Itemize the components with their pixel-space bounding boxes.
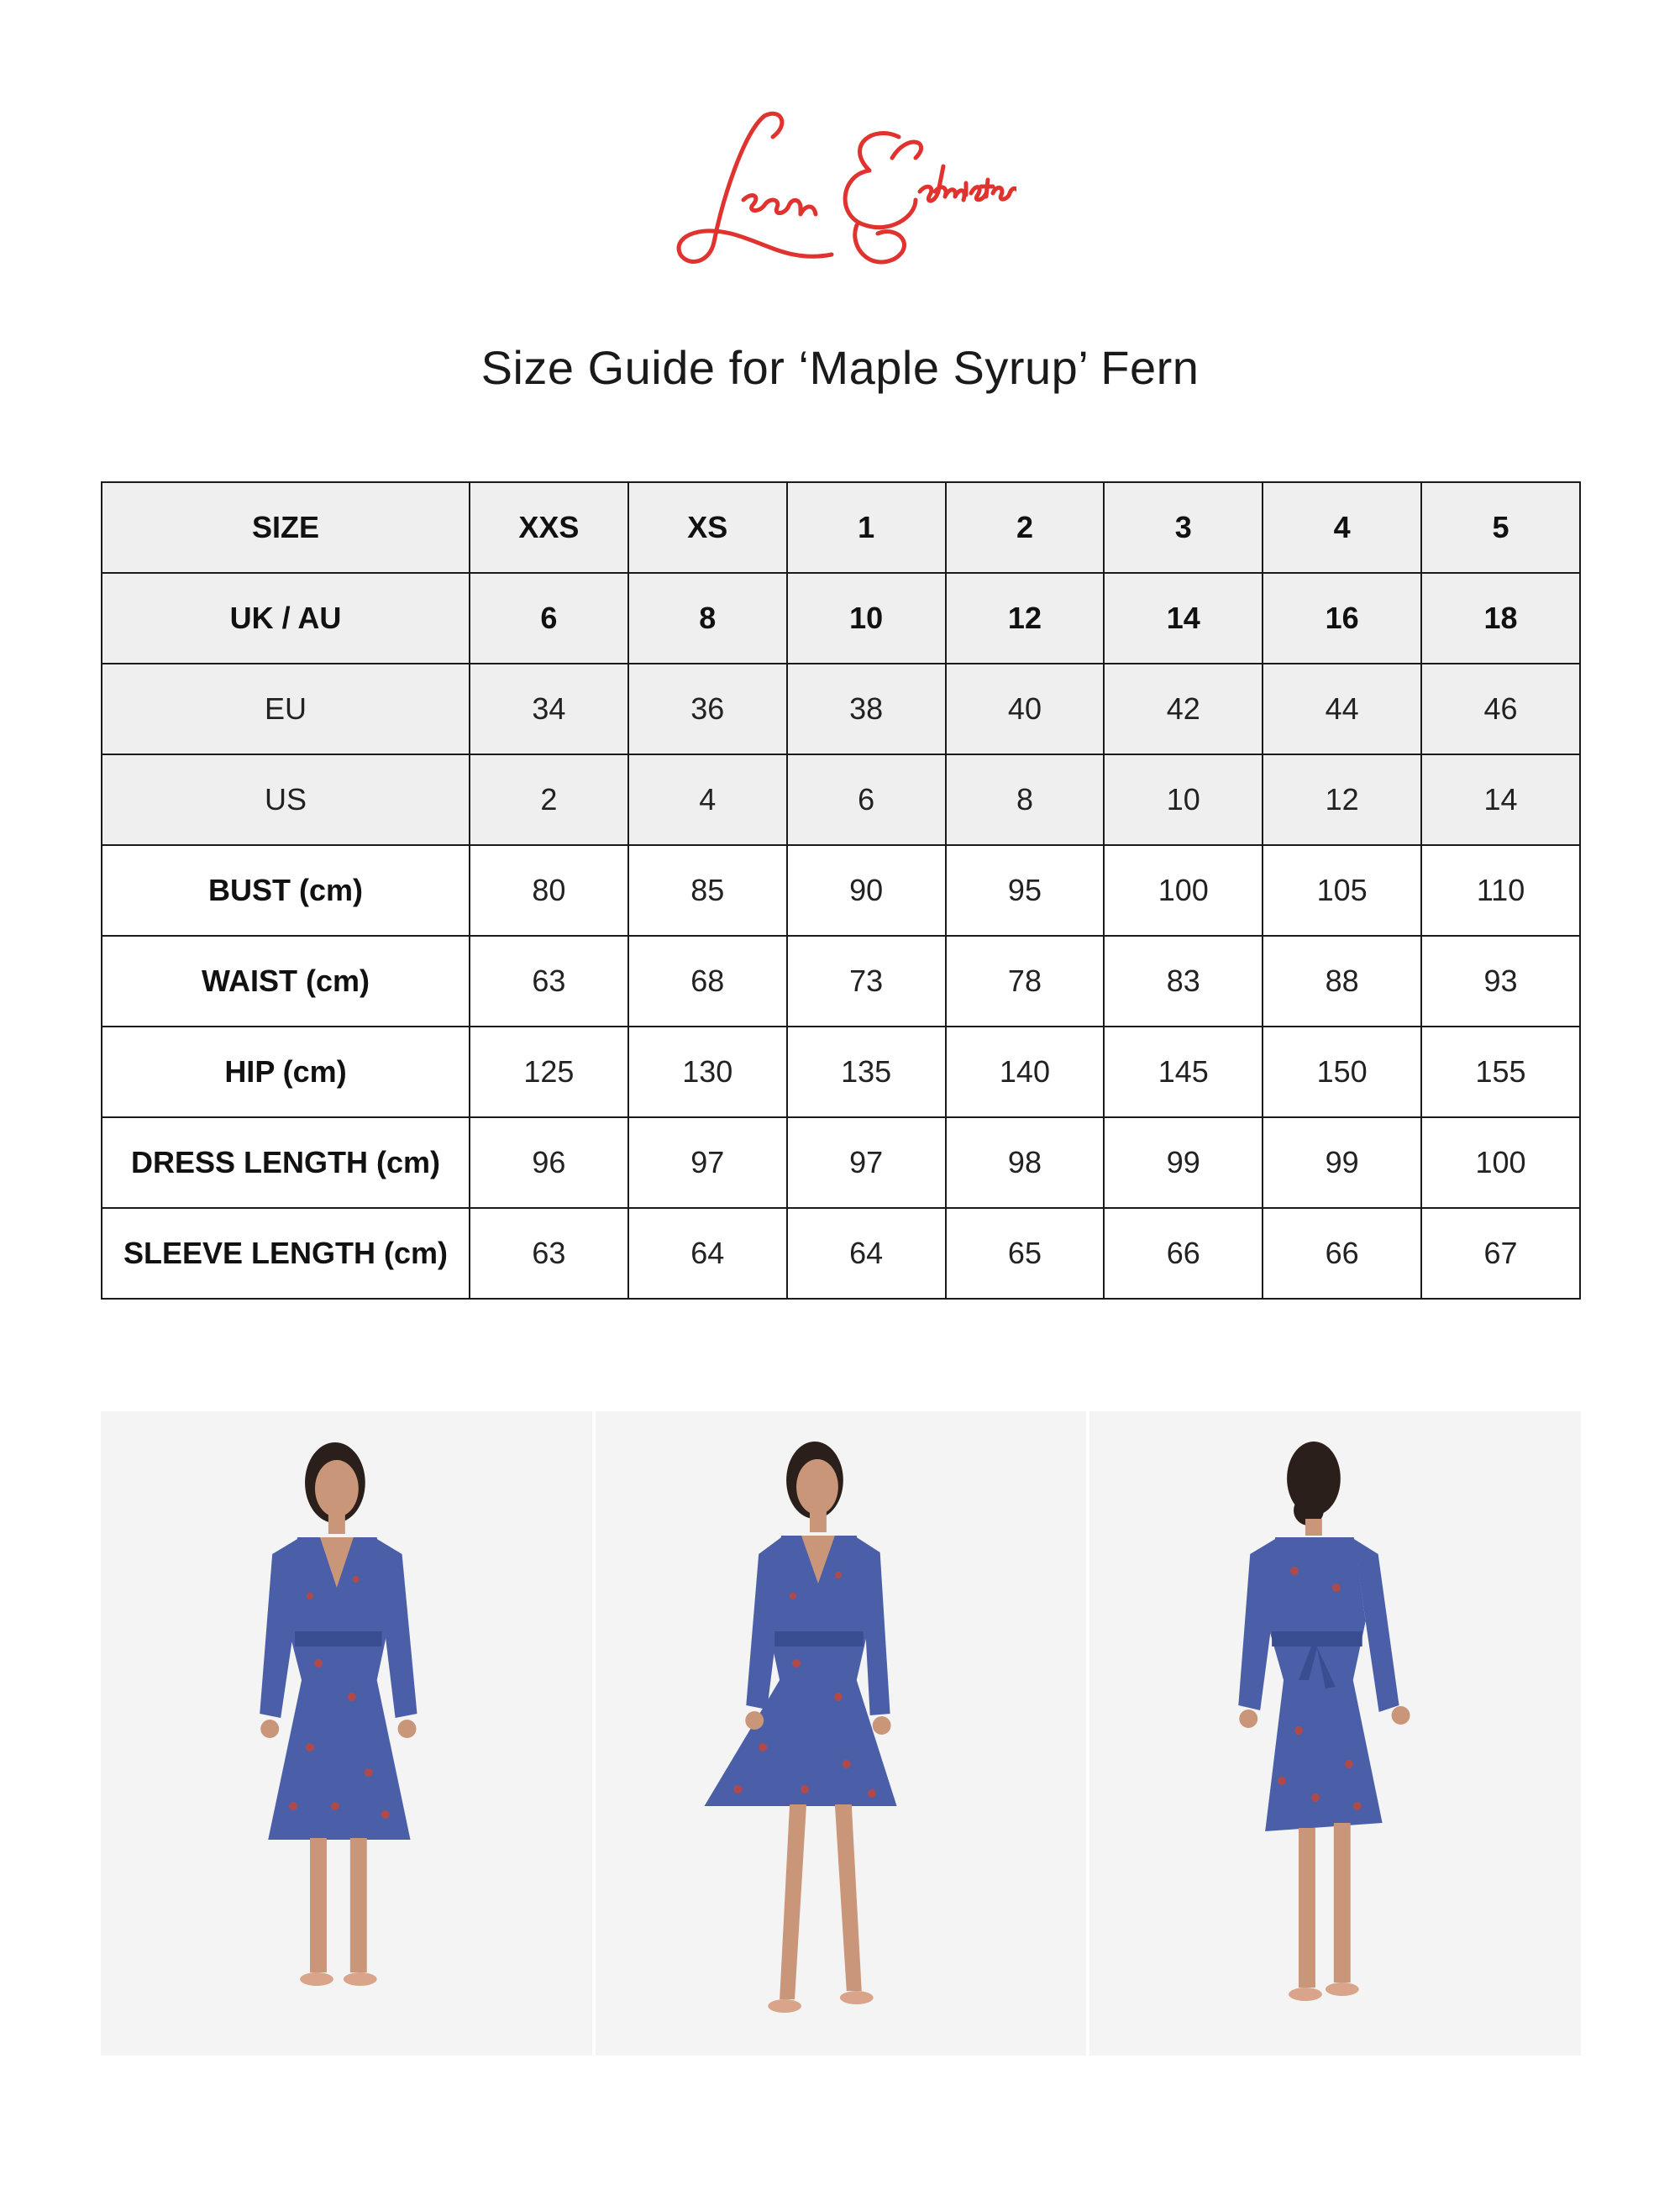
table-cell: 10 (787, 573, 946, 664)
table-cell: 99 (1263, 1117, 1421, 1208)
table-cell: 80 (470, 845, 628, 936)
table-cell: 85 (628, 845, 787, 936)
table-cell: 6 (787, 754, 946, 845)
table-row-waist (102, 936, 1580, 1027)
table-header-row (102, 482, 1580, 573)
table-cell: 96 (470, 1117, 628, 1208)
table-cell: 4 (628, 754, 787, 845)
table-cell: 97 (787, 1117, 946, 1208)
table-cell: 12 (1263, 754, 1421, 845)
product-photo-front (101, 1411, 592, 2056)
row-label: DRESS LENGTH (cm) (102, 1117, 470, 1208)
table-cell: 12 (946, 573, 1105, 664)
table-cell: 98 (946, 1117, 1105, 1208)
header-cell: 1 (787, 482, 946, 573)
table-cell: 64 (787, 1208, 946, 1299)
table-cell: 16 (1263, 573, 1421, 664)
model-front-figure (101, 1411, 592, 2056)
table-cell: 83 (1104, 936, 1263, 1027)
table-cell: 88 (1263, 936, 1421, 1027)
table-cell: 38 (787, 664, 946, 754)
header-cell: 3 (1104, 482, 1263, 573)
table-row-hip (102, 1027, 1580, 1117)
table-cell: 100 (1104, 845, 1263, 936)
table-cell: 44 (1263, 664, 1421, 754)
size-guide-table (101, 481, 1581, 1300)
table-row-uk-au (102, 573, 1580, 664)
row-label: SLEEVE LENGTH (cm) (102, 1208, 470, 1299)
table-cell: 90 (787, 845, 946, 936)
table-cell: 125 (470, 1027, 628, 1117)
table-cell: 10 (1104, 754, 1263, 845)
row-label: HIP (cm) (102, 1027, 470, 1117)
table-cell: 95 (946, 845, 1105, 936)
header-cell: XXS (470, 482, 628, 573)
table-cell: 78 (946, 936, 1105, 1027)
table-cell: 14 (1421, 754, 1580, 845)
table-cell: 67 (1421, 1208, 1580, 1299)
row-label: WAIST (cm) (102, 936, 470, 1027)
page-title: Size Guide for ‘Maple Syrup’ Fern (480, 341, 1200, 394)
table-cell: 155 (1421, 1027, 1580, 1117)
table-cell: 105 (1263, 845, 1421, 936)
row-label: UK / AU (102, 573, 470, 664)
table-cell: 100 (1421, 1117, 1580, 1208)
table-cell: 93 (1421, 936, 1580, 1027)
table-cell: 110 (1421, 845, 1580, 936)
product-photo-strip (101, 1411, 1581, 2056)
table-row-eu (102, 664, 1580, 754)
table-cell: 150 (1263, 1027, 1421, 1117)
table-cell: 63 (470, 1208, 628, 1299)
table-cell: 66 (1263, 1208, 1421, 1299)
header-cell: 5 (1421, 482, 1580, 573)
table-cell: 42 (1104, 664, 1263, 754)
table-cell: 40 (946, 664, 1105, 754)
table-cell: 18 (1421, 573, 1580, 664)
table-cell: 66 (1104, 1208, 1263, 1299)
table-row-sleeve-length (102, 1208, 1580, 1299)
table-cell: 99 (1104, 1117, 1263, 1208)
model-back-figure (1089, 1411, 1581, 2056)
table-cell: 8 (946, 754, 1105, 845)
table-cell: 14 (1104, 573, 1263, 664)
table-cell: 145 (1104, 1027, 1263, 1117)
table-cell: 8 (628, 573, 787, 664)
brand-logo (664, 99, 1016, 280)
header-cell: XS (628, 482, 787, 573)
table-cell: 64 (628, 1208, 787, 1299)
table-row-us (102, 754, 1580, 845)
header-cell: 4 (1263, 482, 1421, 573)
table-cell: 36 (628, 664, 787, 754)
brand-logo-script (664, 99, 1016, 280)
table-cell: 140 (946, 1027, 1105, 1117)
model-three-quarter-figure (596, 1411, 1087, 2056)
table-cell: 73 (787, 936, 946, 1027)
table-cell: 2 (470, 754, 628, 845)
table-cell: 135 (787, 1027, 946, 1117)
table-cell: 34 (470, 664, 628, 754)
header-cell: 2 (946, 482, 1105, 573)
table-cell: 63 (470, 936, 628, 1027)
row-label: EU (102, 664, 470, 754)
product-photo-three-quarter (592, 1411, 1087, 2056)
table-row-bust (102, 845, 1580, 936)
header-cell: SIZE (102, 482, 470, 573)
table-cell: 68 (628, 936, 787, 1027)
table-cell: 97 (628, 1117, 787, 1208)
table-cell: 130 (628, 1027, 787, 1117)
row-label: US (102, 754, 470, 845)
table-cell: 65 (946, 1208, 1105, 1299)
table-cell: 46 (1421, 664, 1580, 754)
table-cell: 6 (470, 573, 628, 664)
table-row-dress-length (102, 1117, 1580, 1208)
product-photo-back (1086, 1411, 1581, 2056)
row-label: BUST (cm) (102, 845, 470, 936)
